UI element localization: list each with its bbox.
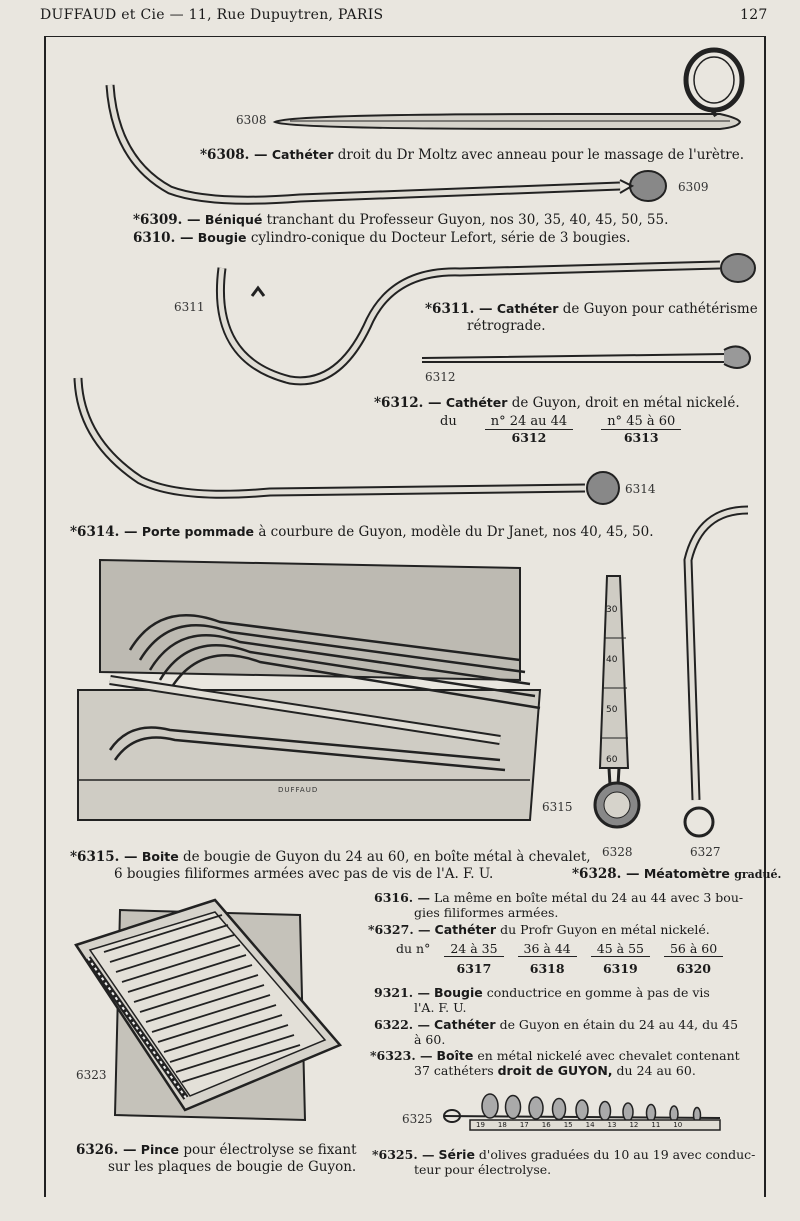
table-6327: du n° 24 à 35 6317 36 à 44 6318 45 à 55 6319 56 à 60 6320: [396, 941, 723, 976]
caption-9321: 9321. — Bougie conductrice en gomme à pas de vis l'A. F. U.: [374, 985, 710, 1015]
caption-6316: 6316. — La même en boîte métal du 24 au 44 avec 3 bou- gies filiformes armées.: [374, 890, 744, 920]
caption-6328: *6328. — Méatomètre gradué.: [572, 866, 782, 882]
meatometre-ticks: [606, 585, 617, 785]
caption-6323: *6323. — Boîte en métal nickelé avec chevalet contenant 37 cathéters droit de GUYON, du 24 au 60.: [370, 1048, 740, 1078]
caption-6325: *6325. — Série d'olives graduées du 10 au 19 avec conduc- teur pour électrolyse.: [372, 1147, 756, 1177]
caption-6310: 6310. — Bougie cylindro-conique du Docteur Lefort, série de 3 bougies.: [133, 230, 631, 246]
olive-number: 18: [497, 1121, 507, 1129]
olive-number: 15: [563, 1121, 573, 1129]
olive-numbers: [476, 1121, 682, 1129]
page-number: 127: [740, 7, 768, 23]
meatometre-tick: 40: [606, 655, 618, 665]
caption-6322: 6322. — Cathéter de Guyon en étain du 24 au 44, du 45 à 60.: [374, 1017, 739, 1047]
meatometre-tick: 50: [606, 705, 618, 715]
caption-6311: *6311. — Cathéter de Guyon pour cathétérisme rétrograde.: [425, 301, 758, 334]
catheter-6312-illustration: [422, 346, 750, 368]
catheter-6308-illustration: [275, 50, 742, 129]
olive-number: 19: [476, 1121, 485, 1129]
olive-number: 12: [629, 1121, 639, 1129]
meatometre-tick: 30: [606, 605, 618, 615]
ref-6314: 6314: [625, 482, 656, 496]
olive-number: 13: [607, 1121, 617, 1129]
catheter-6327-illustration: [685, 510, 748, 836]
olive-number: 16: [541, 1121, 551, 1129]
olive-number: 10: [673, 1121, 683, 1129]
caption-6315: *6315. — Boite de bougie de Guyon du 24 au 60, en boîte métal à chevalet, 6 bougies filiformes armées avec pas de vis de l'A. F. U.: [70, 849, 591, 882]
table-6312: du n° 24 au 44 6312 n° 45 à 60 6313: [440, 414, 681, 445]
olive-number: 14: [585, 1121, 595, 1129]
ref-6323: 6323: [76, 1068, 107, 1082]
ref-6327: 6327: [690, 845, 721, 859]
ref-6308: 6308: [236, 113, 267, 127]
olive-number: 11: [651, 1121, 661, 1129]
caption-6327: *6327. — Cathéter du Profr Guyon en métal nickelé.: [368, 922, 710, 937]
publisher-header: DUFFAUD et Cie — 11, Rue Dupuytren, PARIS: [40, 7, 384, 23]
olive-number: 17: [519, 1121, 529, 1129]
box-6315-illustration: [78, 560, 540, 820]
ref-6311: 6311: [174, 300, 205, 314]
ref-6328: 6328: [602, 845, 633, 859]
caption-6312: *6312. — Cathéter de Guyon, droit en métal nickelé.: [374, 395, 740, 411]
box-6323-illustration: [76, 900, 340, 1120]
caption-6314: *6314. — Porte pommade à courbure de Guyon, modèle du Dr Janet, nos 40, 45, 50.: [70, 524, 654, 540]
ref-6309: 6309: [678, 180, 709, 194]
caption-6309: *6309. — Béniqué tranchant du Professeur Guyon, nos 30, 35, 40, 45, 50, 55.: [133, 212, 669, 228]
ref-6312: 6312: [425, 370, 456, 384]
box-label: DUFFAUD: [278, 786, 319, 794]
caption-6308: *6308. — Cathéter droit du Dr Moltz avec anneau pour le massage de l'urètre.: [200, 147, 744, 163]
ref-6325: 6325: [402, 1112, 433, 1126]
benique-6309-illustration: [110, 85, 666, 201]
ref-6315: 6315: [542, 800, 573, 814]
caption-6326: 6326. — Pince pour électrolyse se fixant sur les plaques de bougie de Guyon.: [76, 1142, 357, 1175]
meatometre-tick: 60: [606, 755, 618, 765]
